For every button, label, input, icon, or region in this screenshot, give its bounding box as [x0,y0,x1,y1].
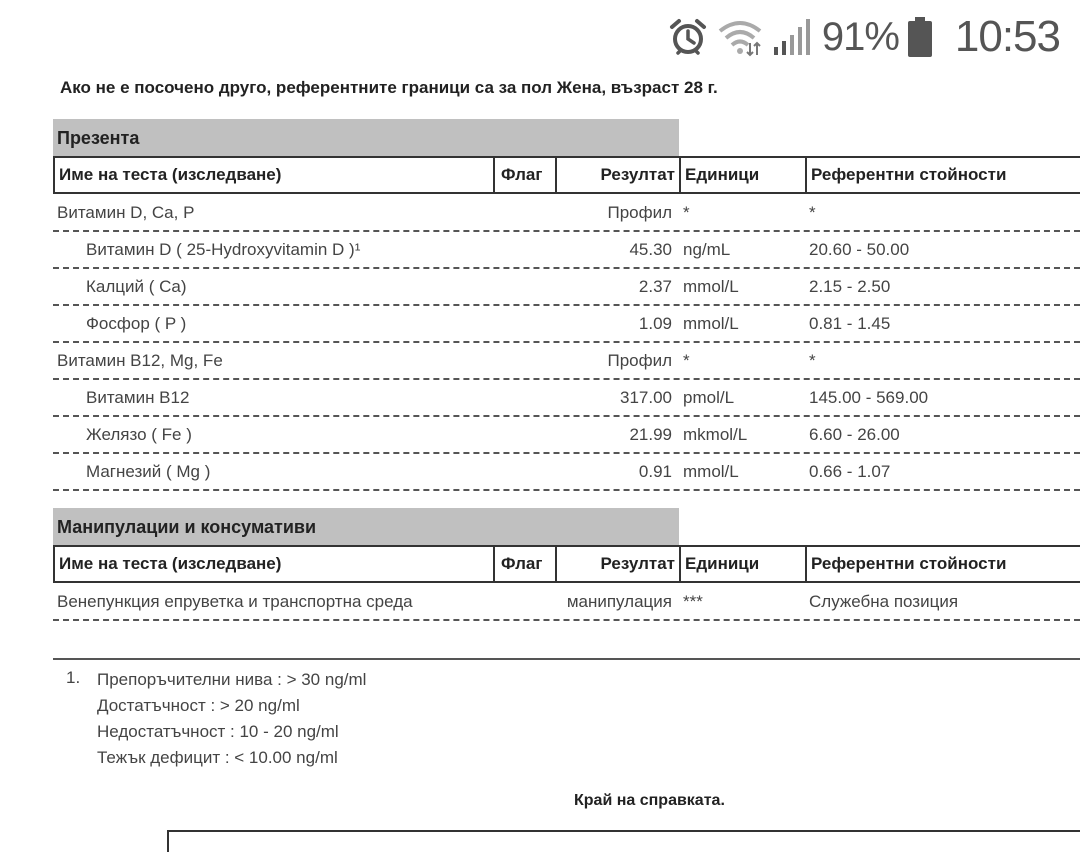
col-reference-header: Референтни стойности [805,158,1080,192]
test-units: mkmol/L [683,425,748,444]
footnote-number: 1. [66,668,81,687]
table-row [53,195,1080,232]
table-row [53,306,1080,343]
table-row [53,269,1080,306]
test-result: Профил [607,203,672,222]
table-row [53,343,1080,380]
test-reference: * [809,203,816,222]
test-result: 317.00 [620,388,672,407]
test-units: * [683,203,690,222]
test-units: *** [683,592,703,611]
status-bar [668,12,1060,62]
table-row [53,380,1080,417]
test-result: 45.30 [629,240,672,259]
test-reference: 0.66 - 1.07 [809,462,891,481]
test-result: манипулация [566,592,672,611]
battery-icon [907,16,933,58]
footnote-line: Тежък дефицит : < 10.00 ng/ml [97,748,338,767]
col-reference-header: Референтни стойности [805,547,1080,581]
test-units: ng/mL [683,240,731,259]
col-name-header: Име на теста (изследване) [59,554,282,573]
footnote-line: Достатъчност : > 20 ng/ml [97,696,300,715]
end-of-report: Край на справката. [574,792,725,809]
test-name: Витамин D ( 25-Hydroxyvitamin D )¹ [86,240,361,259]
test-reference: 20.60 - 50.00 [809,240,910,259]
test-name: Магнезий ( Mg ) [86,462,211,481]
table-header [53,545,1080,583]
test-name: Витамин D, Ca, P [57,203,195,222]
wifi-icon [716,17,764,57]
footnote-divider [53,658,1080,660]
test-result: 21.99 [629,425,672,444]
test-units: mmol/L [683,314,739,333]
test-reference: 0.81 - 1.45 [809,314,891,333]
intro-text: Ако не е посочено друго, референтните граници са за пол Жена, възраст 28 г. [60,78,718,97]
test-result: 0.91 [638,462,672,481]
footnote-line: Препоръчителни нива : > 30 ng/ml [97,670,367,689]
test-reference: * [809,351,816,370]
test-name: Венепункция епруветка и транспортна среда [57,592,413,611]
test-reference: 145.00 - 569.00 [809,388,929,407]
table-row [53,454,1080,491]
test-units: * [683,351,690,370]
test-units: mmol/L [683,277,739,296]
table-row [53,584,1080,621]
col-flag-header: Флаг [493,158,555,192]
col-result-header: Резултат [555,547,681,581]
bottom-frame [167,830,1080,852]
test-result: 1.09 [638,314,672,333]
section-title: Презента [53,119,679,156]
col-flag-header: Флаг [493,547,555,581]
test-result: 2.37 [638,277,672,296]
test-units: pmol/L [683,388,735,407]
test-name: Калций ( Ca) [86,277,187,296]
col-units-header: Единици [679,158,807,192]
test-name: Витамин В12 [86,388,190,407]
table-row [53,232,1080,269]
table-row [53,417,1080,454]
battery-percent: 91% [821,14,899,59]
test-reference: 6.60 - 26.00 [809,425,900,444]
test-name: Желязо ( Fe ) [86,425,192,444]
table-header [53,156,1080,194]
col-result-header: Резултат [555,158,681,192]
test-units: mmol/L [683,462,739,481]
test-name: Витамин В12, Mg, Fe [57,351,223,370]
col-units-header: Единици [679,547,807,581]
alarm-icon [668,17,708,57]
footnote-line: Недостатъчност : 10 - 20 ng/ml [97,722,339,741]
col-name-header: Име на теста (изследване) [59,165,282,184]
clock: 10:53 [954,12,1060,61]
test-reference: 2.15 - 2.50 [809,277,891,296]
test-name: Фосфор ( P ) [86,314,187,333]
section-title: Манипулации и консумативи [53,508,679,545]
signal-icon [772,17,810,57]
test-result: Профил [607,351,672,370]
test-reference: Служебна позиция [809,592,959,611]
